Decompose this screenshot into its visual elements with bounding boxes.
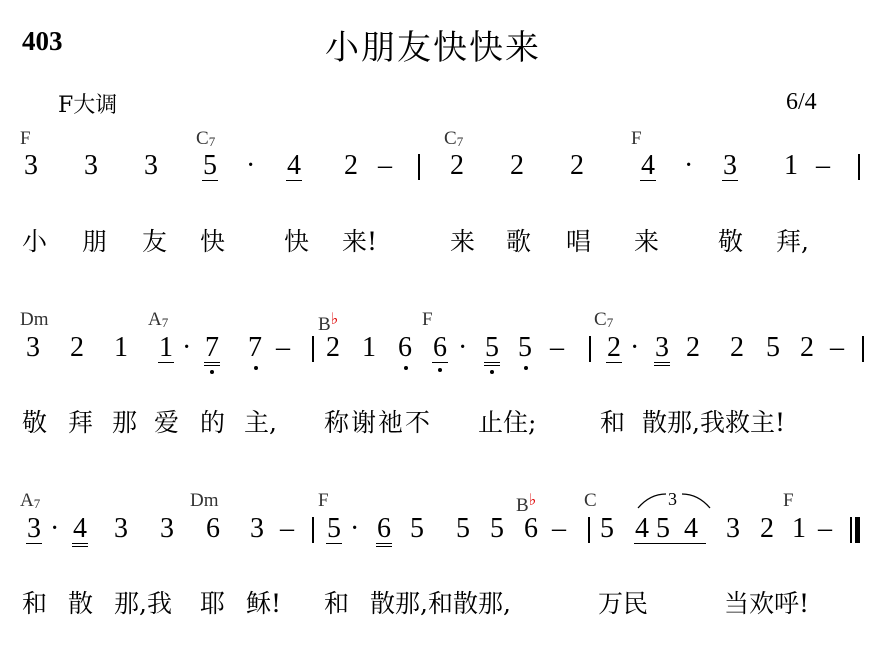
note-eighth: 3 <box>27 513 41 544</box>
low-octave-dot <box>524 366 528 370</box>
lyric: 的 <box>200 408 226 437</box>
bar-line <box>312 517 314 543</box>
lyric: 散那,我救主! <box>642 408 785 437</box>
low-octave-dot <box>438 368 442 372</box>
note: 2 <box>570 150 584 181</box>
lyric: 那 <box>112 408 138 437</box>
low-octave-dot <box>404 366 408 370</box>
dash: – <box>818 513 832 544</box>
lyric: 友 <box>142 227 168 256</box>
note: 5 <box>410 513 424 544</box>
bar-line <box>858 154 860 180</box>
chord-label: $A_7$ <box>148 309 169 330</box>
note: 1 <box>784 150 798 181</box>
lyric: 爱 <box>154 408 180 437</box>
note: 3 <box>726 513 740 544</box>
dot: · <box>350 513 360 544</box>
time-signature: 6/4 <box>786 89 817 115</box>
lyric: 万民 <box>598 589 649 618</box>
lyric: 敬 <box>718 227 744 256</box>
note-sixteenth: 3 <box>654 334 670 366</box>
lyric: 散那,和散那, <box>370 589 511 618</box>
dash: – <box>280 513 294 544</box>
hymn-title: 小朋友快快来 <box>325 28 541 68</box>
note: 3 <box>250 513 264 544</box>
note-sixteenth: 4 <box>72 515 88 547</box>
note: 2 <box>326 332 340 363</box>
dot: · <box>630 332 640 363</box>
triplet-number: 3 <box>668 489 677 509</box>
chord-label: C <box>584 490 597 511</box>
note-eighth: 3 <box>723 150 737 181</box>
lyric: 稣! <box>246 589 282 618</box>
note: 2 <box>730 332 744 363</box>
bar-line <box>312 336 314 362</box>
note: 2 <box>686 332 700 363</box>
note-eighth: 5 <box>203 150 217 181</box>
lyric: 当欢呼! <box>724 589 810 618</box>
lyric: 和 <box>324 589 350 618</box>
lyric: 唱 <box>566 227 592 256</box>
note: 1 <box>362 332 376 363</box>
flat-symbol: ♭ <box>330 311 339 328</box>
note-eighth: 2 <box>607 332 621 363</box>
lyric: 朋 <box>82 227 108 256</box>
note-eighth: 1 <box>159 332 173 363</box>
note-sixteenth: 6 <box>376 515 392 547</box>
lyric: 耶 <box>200 589 226 618</box>
lyric: 来 <box>634 227 660 256</box>
note: 3 <box>114 513 128 544</box>
chord-label: $C_7$ <box>444 128 464 149</box>
note-eighth: 6 <box>433 332 447 363</box>
note: 2 <box>450 150 464 181</box>
note: 2 <box>344 150 358 181</box>
dash: – <box>816 150 830 181</box>
note: 5 <box>518 332 532 363</box>
note-eighth: 5 <box>650 515 676 544</box>
note: 3 <box>84 150 98 181</box>
chord-label: B♭ <box>318 311 339 335</box>
bar-line <box>418 154 420 180</box>
lyric: 主, <box>244 408 277 437</box>
note: 3 <box>160 513 174 544</box>
note-eighth: 4 <box>287 150 301 181</box>
bar-line <box>588 517 590 543</box>
flat-symbol: ♭ <box>528 492 537 509</box>
chord-label: Dm <box>20 309 49 330</box>
lyric: 拜 <box>68 408 94 437</box>
note: 5 <box>766 332 780 363</box>
chord-label: $A_7$ <box>20 490 41 511</box>
dash: – <box>550 332 564 363</box>
note: 5 <box>600 513 614 544</box>
note: 5 <box>456 513 470 544</box>
note: 6 <box>524 513 538 544</box>
chord-label: F <box>631 128 642 149</box>
lyric: 止住; <box>478 408 537 437</box>
note: 2 <box>760 513 774 544</box>
lyric: 拜, <box>776 227 809 256</box>
dot: · <box>458 332 468 363</box>
note: 2 <box>70 332 84 363</box>
note-eighth: 4 <box>641 150 655 181</box>
bar-line <box>589 336 591 362</box>
dash: – <box>830 332 844 363</box>
lyric: 敬 <box>22 408 48 437</box>
dot: · <box>50 513 60 544</box>
lyric: 和 <box>22 589 48 618</box>
dash: – <box>378 150 392 181</box>
note-sixteenth: 7 <box>204 334 220 366</box>
note: 1 <box>114 332 128 363</box>
low-octave-dot <box>254 366 258 370</box>
lyric: 和 <box>600 408 626 437</box>
low-octave-dot <box>210 370 214 374</box>
chord-label: F <box>318 490 329 511</box>
chord-label: Dm <box>190 490 219 511</box>
chord-label: $C_7$ <box>594 309 614 330</box>
dot: · <box>246 150 256 181</box>
final-bar-thin <box>850 517 852 543</box>
lyric: 称谢祂不 <box>324 408 433 437</box>
low-octave-dot <box>490 370 494 374</box>
note: 3 <box>144 150 158 181</box>
note: 2 <box>800 332 814 363</box>
bar-line <box>862 336 864 362</box>
note: 5 <box>490 513 504 544</box>
key-signature: F大调 <box>58 93 118 118</box>
note: 6 <box>398 332 412 363</box>
note: 2 <box>510 150 524 181</box>
note: 1 <box>792 513 806 544</box>
chord-label: F <box>422 309 433 330</box>
chord-label: F <box>20 128 31 149</box>
lyric: 来 <box>450 227 476 256</box>
note: 3 <box>26 332 40 363</box>
lyric: 小 <box>22 227 48 256</box>
note: 7 <box>248 332 262 363</box>
note-eighth: 4 <box>676 515 706 544</box>
lyric: 歌 <box>506 227 532 256</box>
lyric: 来! <box>342 227 378 256</box>
dot: · <box>684 150 694 181</box>
dot: · <box>182 332 192 363</box>
chord-label: F <box>783 490 794 511</box>
chord-label: $C_7$ <box>196 128 216 149</box>
note: 3 <box>24 150 38 181</box>
note-eighth: 4 <box>635 513 649 544</box>
hymn-number: 403 <box>22 26 63 56</box>
note-eighth: 5 <box>327 513 341 544</box>
lyric: 快 <box>200 227 226 256</box>
dash: – <box>552 513 566 544</box>
note: 6 <box>206 513 220 544</box>
note-sixteenth: 5 <box>484 334 500 366</box>
dash: – <box>276 332 290 363</box>
lyric: 那,我 <box>114 589 172 618</box>
chord-label: B♭ <box>516 492 537 516</box>
final-bar-thick <box>855 517 860 543</box>
lyric: 快 <box>284 227 310 256</box>
lyric: 散 <box>68 589 94 618</box>
